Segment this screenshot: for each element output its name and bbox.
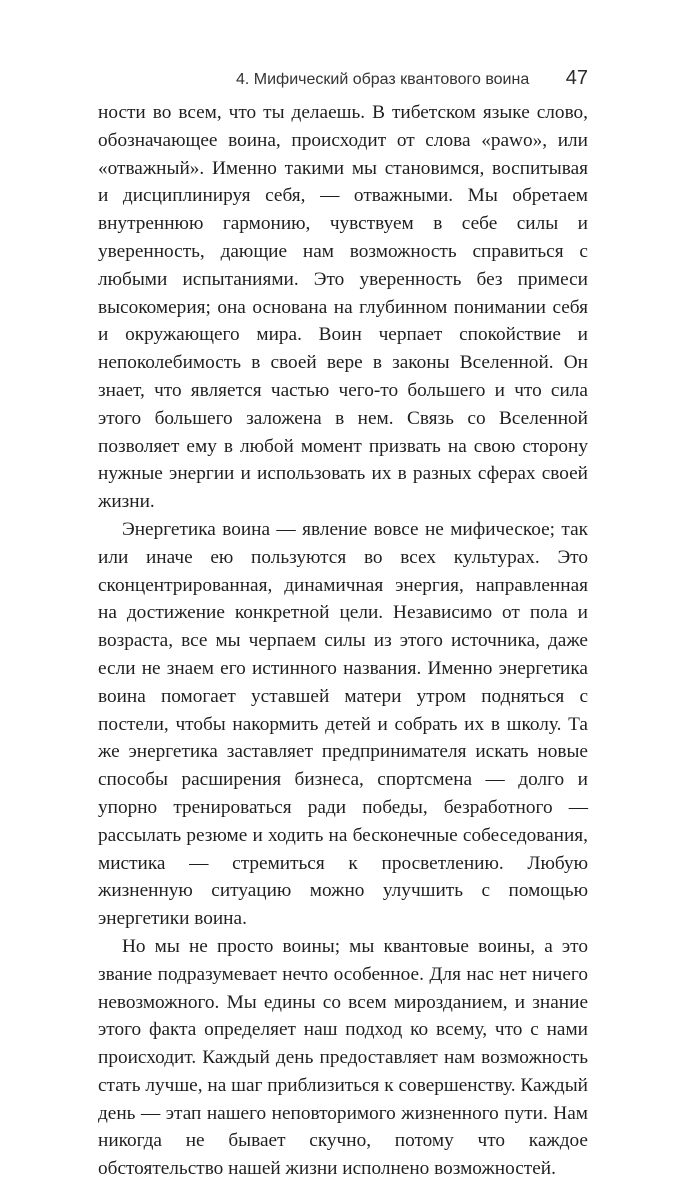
body-text: [98, 99, 588, 1183]
chapter-title: 4. Мифический образ квантового воина: [236, 71, 530, 88]
page-number: 47: [565, 67, 588, 89]
paragraph-warrior-energy: Энергетика воина — явление вовсе не мифическое; так или иначе ею пользуются во всех культурах. Это сконцентрированная, динамичная энергия, направленная на достижение конкретной цели. Независимо от пола и возраста, все мы черпаем силы из этого источника, даже если не знаем его истинного названия. Именно энергетика воина помогает уставшей матери утром подняться с постели, чтобы накормить детей и собрать их в школу. Та же энергетика заставляет предпринимателя искать новые способы расширения бизнеса, спортсмена — долго и упорно тренироваться ради победы, безработного — рассылать резюме и ходить на бесконечные собеседования, мистика — стремиться к просветлению. Любую жизненную ситуацию можно улучшить с помощью энергетики воина.: [98, 518, 588, 930]
paragraph-quantum-warriors: Но мы не просто воины; мы квантовые воины, а это звание подразумевает нечто особенное. Для нас нет ничего невозможного. Мы едины со всем мирозданием, и знание этого факта определяет наш подход ко всему, что с нами происходит. Каждый день предоставляет нам возможность стать лучше, на шаг приблизиться к совершенству. Каждый день — этап нашего неповторимого жизненного пути. Нам никогда не бывает скучно, потому что каждое обстоятельство нашей жизни исполнено возможностей.: [98, 935, 588, 1180]
paragraph-continued: ности во всем, что ты делаешь. В тибетском языке слово, обозначающее воина, происходит от слова «pawo», или «отважный». Именно такими мы становимся, воспитывая и дисциплинируя себя, — отважными. Мы обретаем внутреннюю гармонию, чувствуем в себе силы и уверенность, дающие нам возможность справиться с любыми испытаниями. Это уверенность без примеси высокомерия; она основана на глубинном понимании себя и окружающего мира. Воин черпает спокойствие и непоколебимость в своей вере в законы Вселенной. Он знает, что является частью чего-то большего и что сила этого большего заложена в нем. Связь со Вселенной позволяет ему в любой момент призвать на свою сторону нужные энергии и использовать их в разных сферах своей жизни.: [98, 102, 588, 513]
running-header: [98, 64, 588, 96]
